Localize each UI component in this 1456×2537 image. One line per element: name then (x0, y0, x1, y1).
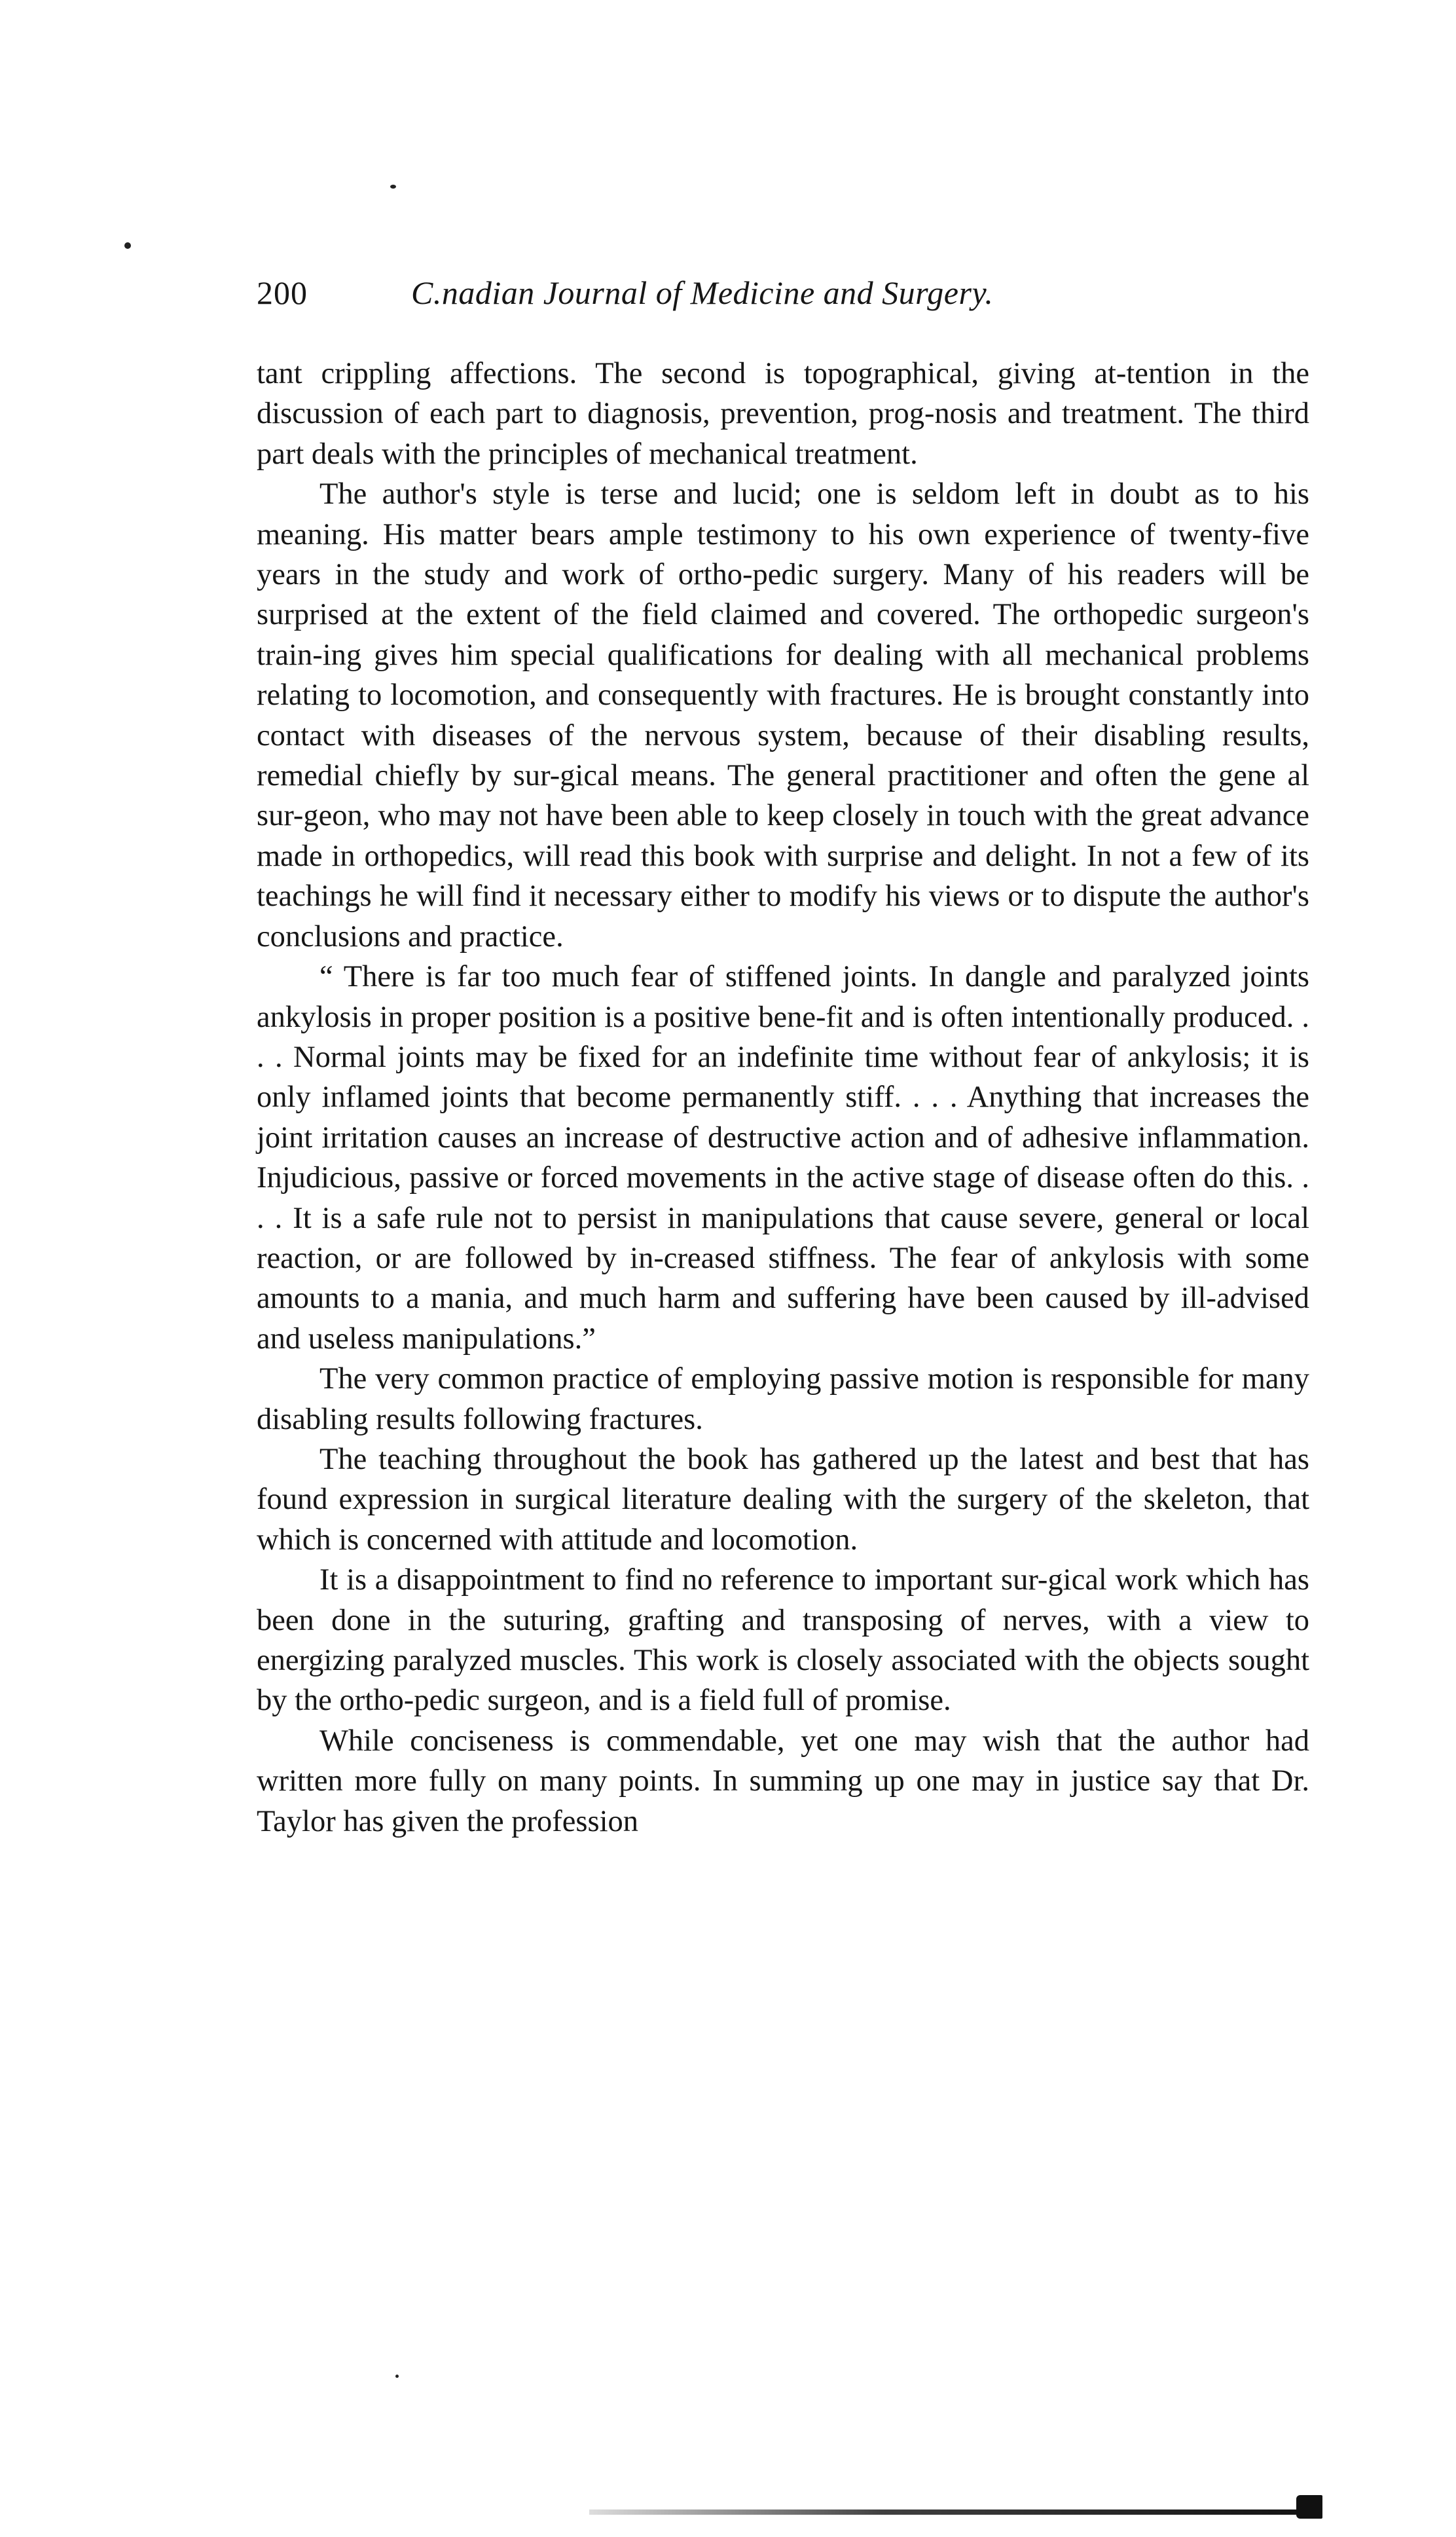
journal-title: C.nadian Journal of Medicine and Surgery. (411, 274, 994, 311)
paragraph: The teaching throughout the book has gathered up the latest and best that has found expression in surgical literature dealing with the surgery of the skeleton, that which is concerned with attitude and locomotion. (257, 1442, 1309, 1557)
paragraph: The very common practice of employing passive motion is responsible for many disabling results following fractures. (257, 1362, 1309, 1436)
paragraph: It is a disappointment to find no reference to important sur-gical work which has been done in the suturing, grafting and transposing of nerves, with a view to energizing paralyzed muscles. This work is closely associated with the objects sought by the ortho-pedic surgeon, and is a field full of promise. (257, 1563, 1309, 1718)
page-number: 200 (257, 274, 308, 311)
print-speck-left (124, 242, 131, 249)
paragraph: While conciseness is commendable, yet one may wish that the author had written more fully on many points. In summing up one may in justice say that Dr. Taylor has given the profession (257, 1724, 1309, 1838)
print-speck-bottom (395, 2375, 399, 2378)
body-text (257, 354, 1309, 1842)
print-speck-top (390, 185, 396, 189)
running-header (257, 274, 1309, 320)
paragraph: The author's style is terse and lucid; one is seldom left in doubt as to his meaning. His matter bears ample testimony to his own experience of twenty-five years in the study and work of ortho-pedic surgery. Many of his readers will be surprised at the extent of the field claimed and covered. The orthopedic surgeon's train-ing gives him special qualifications for dealing with all mechanical problems relating to locomotion, and consequently with fractures. He is brought constantly into contact with diseases of the nervous system, because of their disabling results, remedial chiefly by sur-gical means. The general practitioner and often the gene al sur-geon, who may not have been able to keep closely in touch with the great advance made in orthopedics, will read this book with surprise and delight. In not a few of its teachings he will find it necessary either to modify his views or to dispute the author's conclusions and practice. (257, 477, 1309, 954)
bottom-ink-blot (1296, 2495, 1322, 2519)
paragraph: tant crippling affections. The second is topographical, giving at-tention in the discussion of each part to diagnosis, prevention, prog-nosis and treatment. The third part deals with the principles of mechanical treatment. (257, 357, 1309, 471)
bottom-scan-rule (589, 2509, 1322, 2515)
quotation-paragraph: “ There is far too much fear of stiffened joints. In dangle and paralyzed joints ankylosis in proper position is a positive bene-fit and is often intentionally produced. . . . Normal joints may be fixed for an indefinite time without fear of ankylosis; it is only inflamed joints that become permanently stiff. . . . Anything that increases the joint irritation causes an increase of destructive action and of adhesive inflammation. Injudicious, passive or forced movements in the active stage of disease often do this. . . . It is a safe rule not to persist in manipulations that cause severe, general or local reaction, or are followed by in-creased stiffness. The fear of ankylosis with some amounts to a mania, and much harm and suffering have been caused by ill-advised and useless manipulations.” (257, 960, 1309, 1356)
